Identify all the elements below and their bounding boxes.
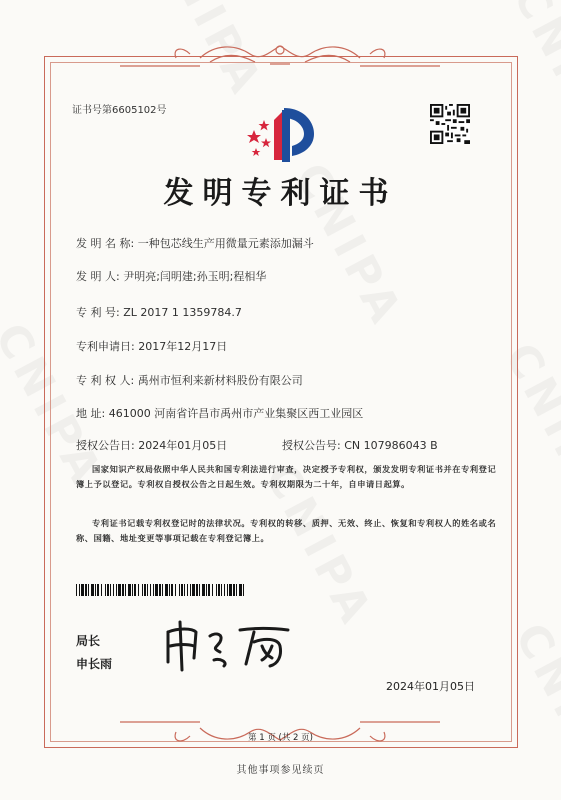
grant-number-label: 授权公告号: xyxy=(282,439,341,452)
patentee-value: 禹州市恒利来新材料股份有限公司 xyxy=(137,374,303,387)
certificate-title: 发明专利证书 xyxy=(163,176,398,211)
grant-number-value: CN 107986043 B xyxy=(344,439,438,452)
barcode-bar xyxy=(187,584,188,596)
address-label: 地 址: xyxy=(76,407,106,420)
patent-number-row xyxy=(76,304,242,320)
barcode-bar xyxy=(206,584,207,596)
patentee-label: 专 利 权 人: xyxy=(76,374,135,387)
invention-name-label: 发 明 名 称: xyxy=(76,237,135,250)
barcode-bar xyxy=(165,584,168,596)
barcode-bar xyxy=(202,584,205,596)
director-name: 申长雨 xyxy=(76,657,113,671)
barcode-bar xyxy=(138,584,139,596)
barcode-bar xyxy=(243,584,244,596)
barcode-bar xyxy=(79,584,80,596)
barcode-bar xyxy=(212,584,213,596)
grant-number-row xyxy=(282,437,438,453)
barcode-bar xyxy=(199,584,200,596)
barcode-bar xyxy=(233,584,235,596)
grant-date-row xyxy=(76,437,227,453)
barcode-bar xyxy=(142,584,143,596)
barcode-bar xyxy=(184,584,185,596)
barcode-bar xyxy=(181,584,183,596)
application-date-row xyxy=(76,338,227,354)
barcode-bar xyxy=(153,584,154,596)
director-signature xyxy=(158,618,296,674)
footer-note: 其他事项参见续页 xyxy=(236,765,325,776)
inventors-value: 尹明亮;闫明建;孙玉明;程相华 xyxy=(123,270,267,283)
grant-statement-paragraph: 国家知识产权局依照中华人民共和国专利法进行审查，决定授予专利权，颁发发明专利证书并在专利登记簿上予以登记。专利权自授权公告之日起生效。专利权期限为二十年，自申请日起算。 xyxy=(76,464,497,489)
barcode-bar xyxy=(175,584,176,596)
barcode-bar xyxy=(134,584,136,596)
barcode xyxy=(76,584,244,596)
barcode-bar xyxy=(196,584,198,596)
barcode-bar xyxy=(81,584,84,596)
inventors-label: 发 明 人: xyxy=(76,270,120,283)
barcode-bar xyxy=(218,584,220,596)
barcode-bar xyxy=(116,584,117,596)
barcode-bar xyxy=(224,584,225,596)
address-row xyxy=(76,405,363,421)
barcode-bar xyxy=(239,584,242,596)
barcode-bar xyxy=(179,584,180,596)
page-number: 第 1 页 (共 2 页) xyxy=(248,733,313,743)
barcode-bar xyxy=(236,584,237,596)
barcode-bar xyxy=(113,584,114,596)
barcode-bar xyxy=(229,584,232,596)
barcode-bar xyxy=(169,584,170,596)
barcode-bar xyxy=(132,584,133,596)
barcode-bar xyxy=(97,584,99,596)
barcode-bar xyxy=(88,584,89,596)
barcode-bar xyxy=(150,584,151,596)
barcode-bar xyxy=(192,584,195,596)
barcode-bar xyxy=(159,584,161,596)
barcode-bar xyxy=(101,584,102,596)
barcode-bar xyxy=(105,584,106,596)
application-date-value: 2017年12月17日 xyxy=(138,340,228,353)
certificate-number: 证书号第6605102号 xyxy=(72,105,167,116)
barcode-bar xyxy=(118,584,121,596)
barcode-bar xyxy=(147,584,148,596)
director-title: 局长 xyxy=(76,634,101,648)
barcode-bar xyxy=(125,584,126,596)
barcode-bar xyxy=(95,584,96,596)
qr-code xyxy=(430,104,470,144)
barcode-bar xyxy=(221,584,222,596)
cnipa-emblem-logo xyxy=(244,102,324,166)
barcode-bar xyxy=(155,584,158,596)
barcode-bar xyxy=(76,584,77,596)
barcode-bar xyxy=(144,584,146,596)
invention-name-row xyxy=(76,235,314,251)
legal-status-paragraph: 专利证书记载专利权登记时的法律状况。专利权的转移、质押、无效、终止、恢复和专利权人的姓名或名称、国籍、地址变更等事项记载在专利登记簿上。 xyxy=(76,518,497,543)
application-date-label: 专利申请日: xyxy=(76,340,135,353)
barcode-bar xyxy=(208,584,210,596)
top-ornament xyxy=(0,36,561,76)
barcode-bar xyxy=(216,584,217,596)
barcode-bar xyxy=(85,584,87,596)
barcode-bar xyxy=(128,584,131,596)
patent-number-value: ZL 2017 1 1359784.7 xyxy=(123,306,242,319)
barcode-bar xyxy=(171,584,173,596)
barcode-bar xyxy=(91,584,94,596)
barcode-bar xyxy=(190,584,191,596)
address-value: 461000 河南省许昌市禹州市产业集聚区西工业园区 xyxy=(108,407,364,420)
barcode-bar xyxy=(107,584,109,596)
grant-date-value: 2024年01月05日 xyxy=(138,439,228,452)
barcode-bar xyxy=(110,584,111,596)
patent-number-label: 专 利 号: xyxy=(76,306,120,319)
barcode-bar xyxy=(122,584,124,596)
patentee-row xyxy=(76,372,303,388)
issue-date: 2024年01月05日 xyxy=(386,680,475,693)
invention-name-value: 一种包芯线生产用微量元素添加漏斗 xyxy=(137,237,314,250)
barcode-bar xyxy=(227,584,228,596)
grant-date-label: 授权公告日: xyxy=(76,439,135,452)
inventors-row xyxy=(76,268,266,284)
barcode-bar xyxy=(162,584,163,596)
